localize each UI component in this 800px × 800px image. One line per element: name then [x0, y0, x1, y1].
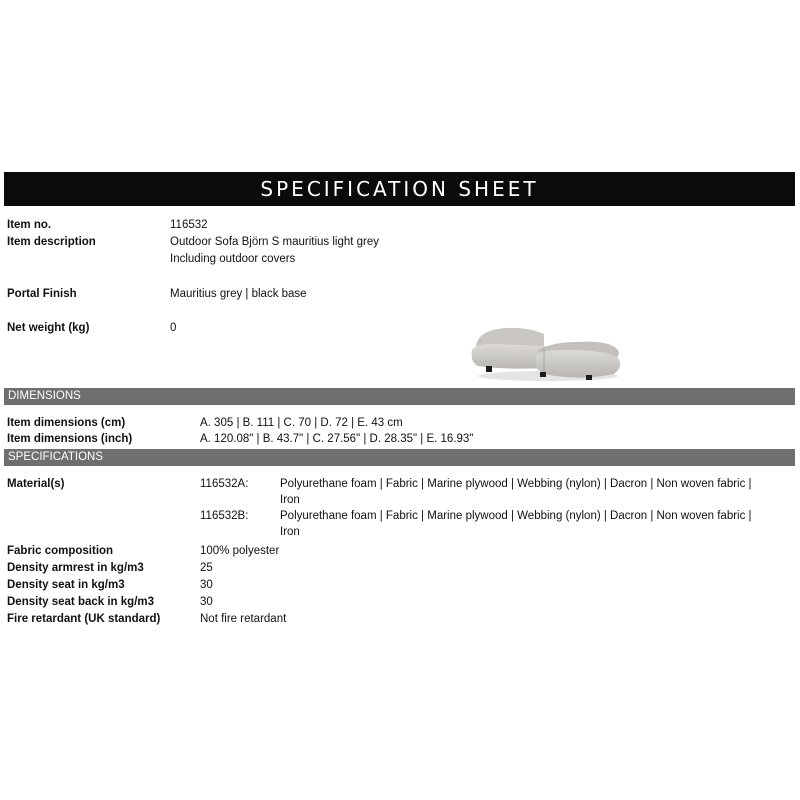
- portal-finish-value: Mauritius grey | black base: [170, 288, 307, 300]
- portal-finish-label: Portal Finish: [7, 288, 77, 300]
- fire-retardant-label: Fire retardant (UK standard): [7, 613, 161, 625]
- item-description-label: Item description: [7, 236, 96, 248]
- density-seat-label: Density seat in kg/m3: [7, 579, 125, 591]
- item-dimensions-inch-value: A. 120.08" | B. 43.7" | C. 27.56" | D. 28.35" | E. 16.93": [200, 433, 474, 445]
- item-description-line1: Outdoor Sofa Björn S mauritius light grey: [170, 236, 380, 248]
- material-a-line2: Iron: [280, 494, 300, 506]
- item-no-label: Item no.: [7, 219, 52, 231]
- material-b-code: 116532B:: [200, 510, 249, 522]
- material-b-line1: Polyurethane foam | Fabric | Marine plywood | Webbing (nylon) | Dacron | Non woven fabric |: [280, 510, 752, 522]
- item-dimensions-inch-label: Item dimensions (inch): [7, 433, 133, 445]
- material-a-line1: Polyurethane foam | Fabric | Marine plywood | Webbing (nylon) | Dacron | Non woven fabric |: [280, 478, 752, 490]
- specifications-section-header: SPECIFICATIONS: [4, 449, 795, 466]
- item-description-line2: Including outdoor covers: [170, 253, 296, 265]
- page-title: SPECIFICATION SHEET: [4, 172, 795, 206]
- density-armrest-value: 25: [200, 562, 213, 574]
- net-weight-label: Net weight (kg): [7, 322, 90, 334]
- item-dimensions-cm-value: A. 305 | B. 111 | C. 70 | D. 72 | E. 43 cm: [200, 417, 403, 429]
- material-a-code: 116532A:: [200, 478, 249, 490]
- fire-retardant-value: Not fire retardant: [200, 613, 287, 625]
- material-b-line2: Iron: [280, 526, 300, 538]
- item-no-value: 116532: [170, 219, 208, 231]
- density-armrest-label: Density armrest in kg/m3: [7, 562, 144, 574]
- density-seat-back-label: Density seat back in kg/m3: [7, 596, 155, 608]
- net-weight-value: 0: [170, 322, 177, 334]
- sofa-product-image: [466, 320, 626, 386]
- item-dimensions-cm-label: Item dimensions (cm): [7, 417, 126, 429]
- fabric-composition-label: Fabric composition: [7, 545, 114, 557]
- density-seat-back-value: 30: [200, 596, 213, 608]
- dimensions-section-header: DIMENSIONS: [4, 388, 795, 405]
- fabric-composition-value: 100% polyester: [200, 545, 280, 557]
- materials-label: Material(s): [7, 478, 65, 490]
- density-seat-value: 30: [200, 579, 213, 591]
